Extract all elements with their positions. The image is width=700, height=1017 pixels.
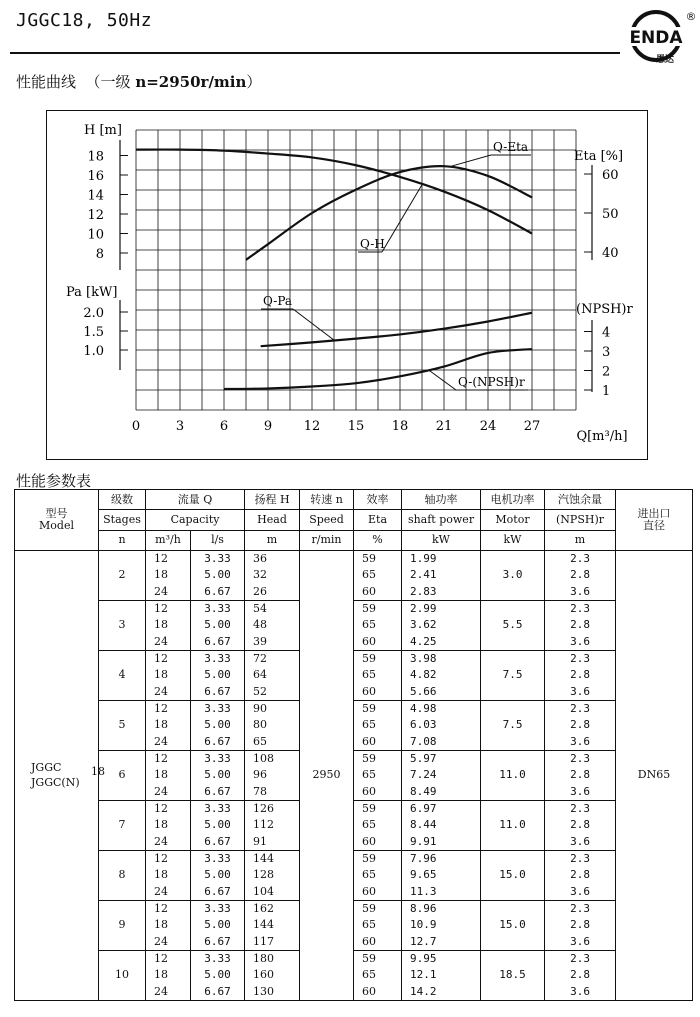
npsh-cell: 2.8 <box>545 617 616 634</box>
x-tick-label: 3 <box>175 419 185 434</box>
shaft-power-cell: 4.25 <box>402 634 481 651</box>
capacity-ls-cell: 3.33 <box>191 850 245 867</box>
curve-heading-speed: n=2950r/min <box>135 73 247 91</box>
npsh-tick-label: 1 <box>602 384 611 399</box>
head-cell: 91 <box>245 834 300 851</box>
stages-cell: 6 <box>99 750 146 800</box>
table-row <box>15 600 693 617</box>
model-name: JGGC(N) <box>31 776 80 790</box>
npsh-cell: 2.8 <box>545 767 616 784</box>
shaft-power-cell: 12.1 <box>402 967 481 984</box>
speed-cell: 2950 <box>300 550 354 1000</box>
head-cell: 126 <box>245 800 300 817</box>
eta-cell: 60 <box>354 933 402 950</box>
stages-cell: 3 <box>99 600 146 650</box>
h-tick-label: 10 <box>87 227 104 243</box>
table-row <box>15 750 693 767</box>
capacity-m3h-cell: 18 <box>146 717 191 734</box>
npsh-cell: 2.8 <box>545 567 616 584</box>
npsh-cell: 3.6 <box>545 734 616 751</box>
motor-cell: 7.5 <box>481 650 545 700</box>
npsh-cell: 3.6 <box>545 933 616 950</box>
motor-cell: 7.5 <box>481 700 545 750</box>
capacity-m3h-cell: 18 <box>146 567 191 584</box>
capacity-m3h-cell: 12 <box>146 650 191 667</box>
curve-heading <box>16 71 261 92</box>
table-row <box>15 550 693 567</box>
head-cell: 96 <box>245 767 300 784</box>
motor-cell: 11.0 <box>481 750 545 800</box>
h-axis-label: H [m] <box>84 123 122 138</box>
npsh-cell: 2.3 <box>545 700 616 717</box>
eta-cell: 60 <box>354 834 402 851</box>
pa-tick-label: 1.5 <box>83 325 104 340</box>
shaft-power-cell: 11.3 <box>402 884 481 901</box>
npsh-cell: 2.8 <box>545 717 616 734</box>
npsh-cell: 3.6 <box>545 834 616 851</box>
npsh-cell: 2.3 <box>545 950 616 967</box>
head-cell: 80 <box>245 717 300 734</box>
head-cell: 162 <box>245 900 300 917</box>
header-shaft-power: 轴功率 <box>402 490 481 510</box>
head-cell: 39 <box>245 634 300 651</box>
capacity-m3h-cell: 12 <box>146 700 191 717</box>
capacity-ls-cell: 5.00 <box>191 567 245 584</box>
head-cell: 144 <box>245 850 300 867</box>
unit-npsh: m <box>545 530 616 550</box>
model-number: 18 <box>91 765 105 779</box>
stages-cell: 5 <box>99 700 146 750</box>
shaft-power-cell: 8.49 <box>402 784 481 801</box>
head-cell: 65 <box>245 734 300 751</box>
motor-cell: 11.0 <box>481 800 545 850</box>
header-head-en: Head <box>245 510 300 530</box>
capacity-m3h-cell: 18 <box>146 667 191 684</box>
outlet-cell: DN65 <box>616 550 693 1000</box>
h-tick-label: 16 <box>87 169 104 184</box>
label-leader-line <box>451 155 491 166</box>
eta-cell: 65 <box>354 867 402 884</box>
eta-cell: 59 <box>354 750 402 767</box>
shaft-power-cell: 2.41 <box>402 567 481 584</box>
npsh-cell: 3.6 <box>545 784 616 801</box>
x-tick-label: 0 <box>131 419 141 434</box>
head-cell: 144 <box>245 917 300 934</box>
shaft-power-cell: 12.7 <box>402 933 481 950</box>
h-tick-label: 14 <box>87 188 104 204</box>
capacity-ls-cell: 5.00 <box>191 967 245 984</box>
header-eta: 效率 <box>354 490 402 510</box>
performance-table <box>14 489 693 1001</box>
unit-stages: n <box>99 530 146 550</box>
h-tick-label: 18 <box>87 149 104 165</box>
x-tick-label: 9 <box>263 419 273 434</box>
eta-cell: 65 <box>354 967 402 984</box>
header-outlet: 进出口 直径 <box>616 490 693 551</box>
table-row <box>15 700 693 717</box>
head-cell: 54 <box>245 600 300 617</box>
shaft-power-cell: 3.62 <box>402 617 481 634</box>
capacity-ls-cell: 6.67 <box>191 584 245 601</box>
capacity-ls-cell: 6.67 <box>191 734 245 751</box>
capacity-ls-cell: 6.67 <box>191 684 245 701</box>
npsh-tick-label: 4 <box>602 325 611 341</box>
capacity-m3h-cell: 18 <box>146 767 191 784</box>
label-leader-line <box>429 371 456 391</box>
series-label: Q-Pa <box>263 294 293 308</box>
capacity-m3h-cell: 12 <box>146 600 191 617</box>
capacity-ls-cell: 5.00 <box>191 617 245 634</box>
capacity-ls-cell: 6.67 <box>191 834 245 851</box>
pa-tick-label: 1.0 <box>83 344 104 359</box>
head-cell: 72 <box>245 650 300 667</box>
model-names <box>31 760 80 790</box>
capacity-ls-cell: 5.00 <box>191 667 245 684</box>
capacity-m3h-cell: 18 <box>146 817 191 834</box>
capacity-m3h-cell: 24 <box>146 734 191 751</box>
shaft-power-cell: 8.96 <box>402 900 481 917</box>
shaft-power-cell: 9.65 <box>402 867 481 884</box>
eta-cell: 59 <box>354 550 402 567</box>
table-heading: 性能参数表 <box>16 472 92 490</box>
capacity-ls-cell: 3.33 <box>191 650 245 667</box>
capacity-ls-cell: 3.33 <box>191 700 245 717</box>
head-cell: 26 <box>245 584 300 601</box>
shaft-power-cell: 2.99 <box>402 600 481 617</box>
eta-cell: 59 <box>354 900 402 917</box>
capacity-m3h-cell: 24 <box>146 834 191 851</box>
capacity-ls-cell: 3.33 <box>191 950 245 967</box>
label-leader-line <box>293 309 334 340</box>
head-cell: 180 <box>245 950 300 967</box>
motor-cell: 3.0 <box>481 550 545 600</box>
eta-cell: 65 <box>354 667 402 684</box>
motor-cell: 15.0 <box>481 900 545 950</box>
x-tick-label: 6 <box>219 419 229 434</box>
x-tick-label: 12 <box>303 419 321 434</box>
head-cell: 112 <box>245 817 300 834</box>
capacity-m3h-cell: 12 <box>146 750 191 767</box>
stages-cell: 2 <box>99 550 146 600</box>
capacity-ls-cell: 5.00 <box>191 917 245 934</box>
shaft-power-cell: 1.99 <box>402 550 481 567</box>
capacity-ls-cell: 3.33 <box>191 600 245 617</box>
shaft-power-cell: 6.97 <box>402 800 481 817</box>
logo-subtext: 恩达 <box>655 55 675 64</box>
unit-head: m <box>245 530 300 550</box>
eta-cell: 60 <box>354 634 402 651</box>
header-stages-en: Stages <box>99 510 146 530</box>
capacity-ls-cell: 3.33 <box>191 800 245 817</box>
curve-qeta <box>246 166 532 260</box>
npsh-cell: 2.3 <box>545 750 616 767</box>
shaft-power-cell: 7.96 <box>402 850 481 867</box>
unit-capacity-m3h: m³/h <box>146 530 191 550</box>
eta-cell: 59 <box>354 850 402 867</box>
motor-cell: 5.5 <box>481 600 545 650</box>
head-cell: 48 <box>245 617 300 634</box>
head-cell: 108 <box>245 750 300 767</box>
head-cell: 117 <box>245 933 300 950</box>
shaft-power-cell: 3.98 <box>402 650 481 667</box>
h-tick-label: 12 <box>87 208 104 223</box>
npsh-cell: 2.8 <box>545 917 616 934</box>
table-row <box>15 650 693 667</box>
head-cell: 78 <box>245 784 300 801</box>
capacity-ls-cell: 3.33 <box>191 750 245 767</box>
npsh-cell: 2.8 <box>545 867 616 884</box>
table-row <box>15 900 693 917</box>
x-tick-label: 18 <box>391 419 409 434</box>
shaft-power-cell: 9.91 <box>402 834 481 851</box>
head-cell: 32 <box>245 567 300 584</box>
capacity-ls-cell: 6.67 <box>191 784 245 801</box>
shaft-power-cell: 5.66 <box>402 684 481 701</box>
npsh-cell: 2.3 <box>545 650 616 667</box>
eta-cell: 65 <box>354 717 402 734</box>
header-motor: 电机功率 <box>481 490 545 510</box>
npsh-axis-label: (NPSH)r <box>576 302 633 317</box>
npsh-cell: 2.8 <box>545 817 616 834</box>
capacity-ls-cell: 6.67 <box>191 983 245 1000</box>
capacity-ls-cell: 6.67 <box>191 634 245 651</box>
head-cell: 36 <box>245 550 300 567</box>
capacity-m3h-cell: 24 <box>146 933 191 950</box>
eta-cell: 59 <box>354 800 402 817</box>
eta-tick-label: 50 <box>602 207 619 222</box>
eta-tick-label: 40 <box>602 246 619 261</box>
head-cell: 52 <box>245 684 300 701</box>
x-tick-label: 24 <box>479 419 497 434</box>
capacity-ls-cell: 5.00 <box>191 817 245 834</box>
x-tick-label: 21 <box>435 419 453 434</box>
curve-heading-close: ） <box>246 73 262 91</box>
eta-cell: 59 <box>354 650 402 667</box>
motor-cell: 18.5 <box>481 950 545 1000</box>
eta-cell: 59 <box>354 600 402 617</box>
head-cell: 64 <box>245 667 300 684</box>
shaft-power-cell: 9.95 <box>402 950 481 967</box>
head-cell: 128 <box>245 867 300 884</box>
capacity-m3h-cell: 24 <box>146 784 191 801</box>
capacity-m3h-cell: 24 <box>146 884 191 901</box>
capacity-ls-cell: 5.00 <box>191 767 245 784</box>
eta-cell: 60 <box>354 884 402 901</box>
table-row <box>15 950 693 967</box>
shaft-power-cell: 14.2 <box>402 983 481 1000</box>
eta-cell: 59 <box>354 950 402 967</box>
header-npsh-en: (NPSH)r <box>545 510 616 530</box>
stages-cell: 8 <box>99 850 146 900</box>
capacity-ls-cell: 5.00 <box>191 867 245 884</box>
x-axis-label: Q[m³/h] <box>576 429 628 444</box>
npsh-cell: 2.3 <box>545 800 616 817</box>
series-label: Q-H <box>360 237 385 251</box>
pa-tick-label: 2.0 <box>83 306 104 321</box>
shaft-power-cell: 7.24 <box>402 767 481 784</box>
eta-cell: 59 <box>354 700 402 717</box>
npsh-cell: 3.6 <box>545 983 616 1000</box>
npsh-cell: 3.6 <box>545 584 616 601</box>
capacity-ls-cell: 3.33 <box>191 900 245 917</box>
capacity-m3h-cell: 12 <box>146 550 191 567</box>
head-cell: 104 <box>245 884 300 901</box>
header-shaft-power-en: shaft power <box>402 510 481 530</box>
npsh-cell: 2.3 <box>545 850 616 867</box>
shaft-power-cell: 6.03 <box>402 717 481 734</box>
header-head: 扬程 H <box>245 490 300 510</box>
eta-cell: 65 <box>354 917 402 934</box>
capacity-m3h-cell: 24 <box>146 684 191 701</box>
eta-cell: 65 <box>354 567 402 584</box>
motor-cell: 15.0 <box>481 850 545 900</box>
unit-speed: r/min <box>300 530 354 550</box>
shaft-power-cell: 10.9 <box>402 917 481 934</box>
header-model: 型号 Model <box>15 490 99 551</box>
capacity-ls-cell: 6.67 <box>191 933 245 950</box>
performance-chart <box>46 110 648 460</box>
h-tick-label: 8 <box>95 247 104 262</box>
shaft-power-cell: 4.98 <box>402 700 481 717</box>
capacity-ls-cell: 3.33 <box>191 550 245 567</box>
shaft-power-cell: 7.08 <box>402 734 481 751</box>
npsh-cell: 2.3 <box>545 900 616 917</box>
header-motor-en: Motor <box>481 510 545 530</box>
model-name: JGGC <box>31 761 62 775</box>
head-cell: 130 <box>245 983 300 1000</box>
curve-heading-label: 性能曲线 （一级 <box>16 73 136 91</box>
enda-logo <box>618 6 698 64</box>
eta-cell: 65 <box>354 617 402 634</box>
header-eta-en: Eta <box>354 510 402 530</box>
npsh-cell: 3.6 <box>545 634 616 651</box>
capacity-ls-cell: 6.67 <box>191 884 245 901</box>
x-tick-label: 27 <box>523 419 541 434</box>
capacity-m3h-cell: 12 <box>146 950 191 967</box>
eta-cell: 60 <box>354 983 402 1000</box>
capacity-m3h-cell: 12 <box>146 900 191 917</box>
unit-eta: % <box>354 530 402 550</box>
stages-cell: 10 <box>99 950 146 1000</box>
capacity-m3h-cell: 18 <box>146 617 191 634</box>
logo-text: ENDA <box>629 28 683 48</box>
eta-cell: 60 <box>354 684 402 701</box>
registered-mark: ® <box>685 10 697 23</box>
shaft-power-cell: 4.82 <box>402 667 481 684</box>
stages-cell: 4 <box>99 650 146 700</box>
capacity-m3h-cell: 18 <box>146 867 191 884</box>
capacity-m3h-cell: 18 <box>146 917 191 934</box>
unit-capacity-ls: l/s <box>191 530 245 550</box>
label-leader-line <box>382 185 422 252</box>
unit-shaft-power: kW <box>402 530 481 550</box>
stages-cell: 7 <box>99 800 146 850</box>
header-capacity-en: Capacity <box>146 510 245 530</box>
npsh-cell: 3.6 <box>545 684 616 701</box>
pa-axis-label: Pa [kW] <box>66 285 118 300</box>
table-row <box>15 800 693 817</box>
capacity-m3h-cell: 24 <box>146 634 191 651</box>
shaft-power-cell: 8.44 <box>402 817 481 834</box>
unit-motor: kW <box>481 530 545 550</box>
eta-axis-label: Eta [%] <box>574 149 624 164</box>
capacity-m3h-cell: 18 <box>146 967 191 984</box>
head-cell: 160 <box>245 967 300 984</box>
header-rule <box>10 52 620 54</box>
npsh-cell: 2.8 <box>545 967 616 984</box>
model-cell <box>15 550 105 1000</box>
series-label: Q-Eta <box>493 140 529 154</box>
eta-cell: 60 <box>354 784 402 801</box>
capacity-m3h-cell: 12 <box>146 800 191 817</box>
shaft-power-cell: 2.83 <box>402 584 481 601</box>
eta-tick-label: 60 <box>602 168 619 183</box>
npsh-cell: 2.8 <box>545 667 616 684</box>
eta-cell: 65 <box>354 767 402 784</box>
header-npsh: 汽蚀余量 <box>545 490 616 510</box>
performance-table-body <box>15 550 693 1000</box>
x-tick-label: 15 <box>347 419 365 434</box>
head-cell: 90 <box>245 700 300 717</box>
series-label: Q-(NPSH)r <box>458 375 525 389</box>
eta-cell: 60 <box>354 734 402 751</box>
npsh-tick-label: 2 <box>602 364 611 380</box>
eta-cell: 60 <box>354 584 402 601</box>
capacity-ls-cell: 5.00 <box>191 717 245 734</box>
capacity-m3h-cell: 12 <box>146 850 191 867</box>
shaft-power-cell: 5.97 <box>402 750 481 767</box>
npsh-cell: 3.6 <box>545 884 616 901</box>
npsh-cell: 2.3 <box>545 550 616 567</box>
capacity-m3h-cell: 24 <box>146 983 191 1000</box>
header-speed-en: Speed <box>300 510 354 530</box>
npsh-cell: 2.3 <box>545 600 616 617</box>
curve-qpa <box>261 313 532 346</box>
table-row <box>15 850 693 867</box>
eta-cell: 65 <box>354 817 402 834</box>
model-title: JGGC18, 50Hz <box>16 10 153 31</box>
stages-cell: 9 <box>99 900 146 950</box>
header-stages: 级数 <box>99 490 146 510</box>
header-capacity: 流量 Q <box>146 490 245 510</box>
capacity-m3h-cell: 24 <box>146 584 191 601</box>
header-speed: 转速 n <box>300 490 354 510</box>
npsh-tick-label: 3 <box>602 345 611 360</box>
